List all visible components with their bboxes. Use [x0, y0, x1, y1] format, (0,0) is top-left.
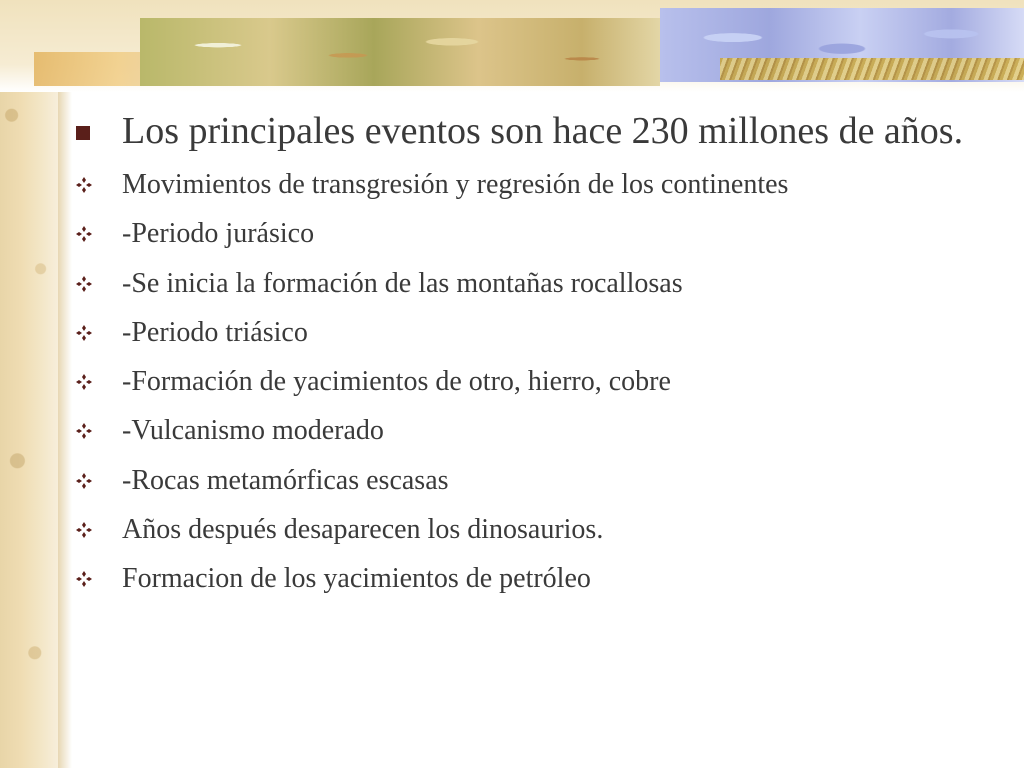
list-item-text: Años después desaparecen los dinosaurios. — [122, 514, 604, 546]
sub-bullet-list — [70, 168, 990, 612]
list-item — [70, 513, 990, 562]
slide-content — [70, 108, 990, 612]
list-item-text: Formacion de los yacimientos de petróleo — [122, 563, 591, 595]
list-item-text: -Periodo jurásico — [122, 218, 315, 250]
list-item — [70, 267, 990, 316]
four-diamond-bullet-icon — [76, 423, 92, 439]
list-item — [70, 464, 990, 513]
list-item — [70, 217, 990, 266]
four-diamond-bullet-icon — [76, 522, 92, 538]
list-item-text: -Formación de yacimientos de otro, hierro, cobre — [122, 366, 671, 398]
list-item-text: -Periodo triásico — [122, 316, 308, 348]
list-item — [70, 316, 990, 365]
four-diamond-bullet-icon — [76, 473, 92, 489]
square-bullet-icon — [76, 126, 90, 140]
main-bullet-text: Los principales eventos son hace 230 millones de años. — [122, 110, 964, 152]
four-diamond-bullet-icon — [76, 374, 92, 390]
list-item-text: Movimientos de transgresión y regresión de los continentes — [122, 169, 789, 200]
banner-leaves-image — [140, 18, 660, 86]
list-item-text: -Rocas metamórficas escasas — [122, 464, 449, 496]
four-diamond-bullet-icon — [76, 226, 92, 242]
list-item — [70, 414, 990, 463]
parchment-strip — [0, 0, 58, 768]
list-item-text: -Vulcanismo moderado — [122, 415, 384, 447]
list-item — [70, 562, 990, 611]
list-item — [70, 168, 990, 217]
list-item — [70, 365, 990, 414]
four-diamond-bullet-icon — [76, 571, 92, 587]
four-diamond-bullet-icon — [76, 325, 92, 341]
four-diamond-bullet-icon — [76, 276, 92, 292]
four-diamond-bullet-icon — [76, 177, 92, 193]
list-item-text: -Se inicia la formación de las montañas rocallosas — [122, 267, 683, 299]
main-bullet-item — [70, 108, 990, 154]
decorative-banner — [0, 0, 1024, 92]
banner-grass-image — [720, 58, 1024, 80]
